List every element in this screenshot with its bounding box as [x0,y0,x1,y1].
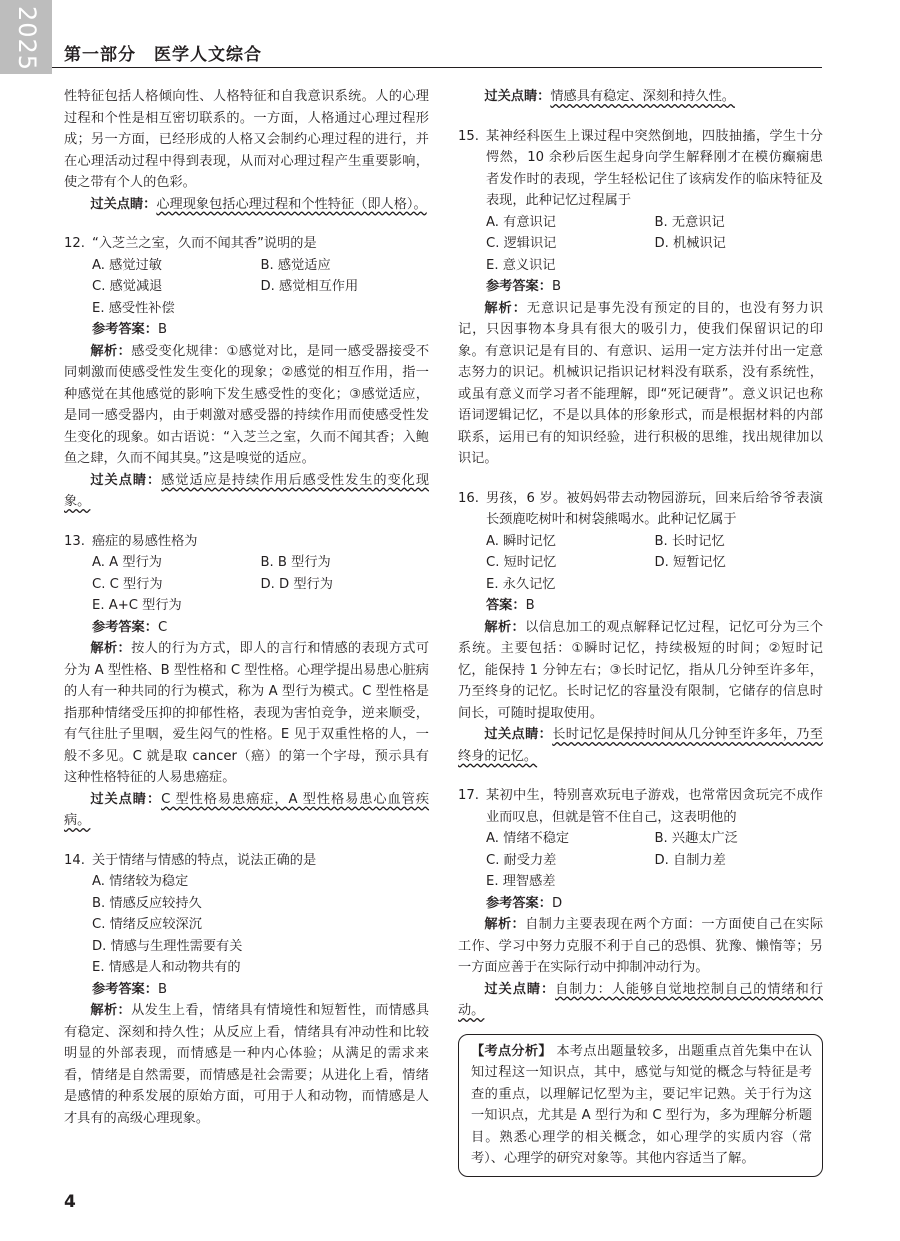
analysis-text: 以信息加工的观点解释记忆过程，记忆可分为三个系统。主要包括：①瞬时记忆，持续极短的时间；②短时记忆，能保持 1 分钟左右；③长时记忆，指从几分钟至许多年，乃至终身的记忆。长时记忆的容量没有限制，它储存的信息时间长，可随时提取使用。 [458,619,824,721]
answer-value: B [525,598,535,613]
option-b: B. 兴趣太广泛 [654,831,738,846]
point-label: 过关点睛： [90,791,162,807]
option-d: D. 自制力差 [654,852,726,868]
analysis-label: 解析： [90,343,132,359]
option-c: C. 短时记忆 [486,555,557,570]
options [64,552,429,617]
left-column [64,86,429,1129]
option-e: E. 理智感差 [486,874,556,889]
point-label: 过关点睛： [90,472,162,488]
option-e: E. 永久记忆 [486,576,556,592]
point-label: 过关点睛： [484,981,556,997]
option-e: E. A+C 型行为 [92,598,182,613]
point-label: 过关点睛： [484,727,553,742]
answer-value: B [551,279,561,294]
question-number: 14. [64,852,85,868]
question-16 [458,488,823,768]
analysis-text: 感受变化规律：①感觉对比，是同一感受器接受不同刺激而使感受性发生变化的现象；②感觉的相互作用，指一种感觉在其他感觉的影响下发生感受性的变化；③感觉适应，是同一感受器内，由于刺激对感受器的持续作用而使感受性发生变化的现象。如古语说：“入芝兰之室，久而不闻其香；入鲍鱼之肆，久而不闻其臭。”这是嗅觉的适应。 [64,343,430,466]
answer [458,595,823,617]
option-a: A. 情绪不稳定 [486,831,570,846]
analysis-text: 自制力主要表现在两个方面：一方面使自己在实际工作、学习中努力克服不利于自己的恐惧、犹豫、懒惰等；另一方面应善于在实际行动中抑制冲动行为。 [458,917,824,975]
option-a: A. 情绪较为稳定 [92,874,189,889]
point-label: 过关点睛： [90,196,157,212]
answer-label: 参考答案： [92,619,158,635]
intro-paragraph: 性特征包括人格倾向性、人格特征和自我意识系统。人的心理过程和个性是相互密切联系的。一方面，人格通过心理过程形成；另一方面，已经形成的人格又会制约心理过程的进行，并在心理活动过程中得到表现，从而对心理过程产生重要影响，使之带有个人的色彩。 [64,89,429,190]
summary-text: 本考点出题量较多，出题重点首先集中在认知过程这一知识点，其中，感觉与知觉的概念与特征是考查的重点，以理解记忆型为主，要记牢记熟。关于行为这一知识点，尤其是 A 型行为和 C 型行为，多为理解分析题目。熟悉心理学的相关概念，如心理学的实质内容（常考）、心理学的研究对象等。其他内容适当了解。 [471,1043,813,1166]
question-stem: 某神经科医生上课过程中突然倒地，四肢抽搐，学生十分愕然，10 余秒后医生起身向学生解释刚才在模仿癫痫患者发作时的表现，学生轻松记住了该病发作的临床特征及表现，此种记忆过程属于 [486,128,823,208]
option-b: B. B 型行为 [260,555,331,570]
question-number: 15. [458,128,479,144]
analysis-label: 解析： [90,1003,132,1018]
analysis [458,298,823,470]
intro-point [64,194,429,216]
question-17 [458,785,823,1022]
option-d: D. 机械识记 [654,236,726,251]
question-stem: “入芝兰之室，久而不闻其香”说明的是 [92,236,317,251]
answer-label: 答案： [486,598,526,613]
analysis-label: 解析： [484,300,527,316]
options [64,255,429,320]
analysis-text: 从发生上看，情绪具有情境性和短暂性，而情感具有稳定、深刻和持久性；从反应上看，情绪具有冲动性和比较明显的外部表现，而情感是一种内心体验；从满足的需求来看，情绪是自然需要，而情感是社会需要；从进化上看，情绪是感情的种系发展的原始方面，可用于人和动物，而情感是人才具有的高级心理现象。 [64,1003,430,1126]
question-stem: 关于情绪与情感的特点，说法正确的是 [92,852,317,868]
option-d: D. 情感与生理性需要有关 [92,938,243,954]
question-number: 16. [458,490,479,506]
analysis-text: 无意识记是事先没有预定的目的，也没有努力识记，只因事物本身具有很大的吸引力，使我们保留识记的印象。有意识记是有目的、有意识、运用一定方法并付出一定意志努力的识记。机械识记指识记材料没有联系，没有系统性，或虽有意义而学习者不能理解，即“死记硬背”。意义识记也称语词逻辑记忆，不是以具体的形象形式，而是根据材料的内部联系，运用已有的知识经验，进行积极的思维，找出规律加以识记。 [458,300,824,466]
question-number: 13. [64,533,85,549]
option-e: E. 意义识记 [486,257,556,273]
analysis [64,1000,429,1129]
option-c: C. 逻辑识记 [486,236,557,251]
question-stem: 男孩，6 岁。被妈妈带去动物园游玩，回来后给爷爷表演长颈鹿吃树叶和树袋熊喝水。此种记忆属于 [486,490,823,527]
q14-key-point [458,86,823,108]
answer-value: B [157,981,167,997]
answer-value: C [157,619,168,635]
analysis-label: 解析： [484,619,526,635]
section-title: 第一部分 医学人文综合 [64,45,262,65]
option-d: D. 短暂记忆 [654,555,726,570]
option-c: C. C 型行为 [92,576,163,592]
answer [64,319,429,341]
option-b: B. 长时记忆 [654,533,725,549]
year-tab [0,0,52,74]
analysis-label: 解析： [484,917,526,932]
options [458,212,823,277]
point-label: 过关点睛： [484,89,551,104]
header-rule [52,67,822,68]
question-14 [64,850,429,1130]
option-e: E. 感受性补偿 [92,300,175,316]
option-c: C. 耐受力差 [486,852,557,868]
analysis [458,914,823,979]
key-point [64,789,429,832]
point-text: 心理现象包括心理过程和个性特征（即人格）。 [156,196,427,212]
answer [64,979,429,1001]
answer [458,276,823,298]
year-label: 2025 [13,6,41,72]
key-point [458,979,823,1022]
option-c: C. 感觉减退 [92,279,163,294]
option-a: A. 感觉过敏 [92,257,162,273]
page-number: 4 [64,1192,76,1212]
analysis-label: 解析： [90,641,132,656]
analysis [64,341,429,470]
answer [458,893,823,915]
question-stem: 某初中生，特别喜欢玩电子游戏，也常常因贪玩完不成作业而叹息，但就是管不住自己，这表明他的 [486,788,823,825]
options [458,531,823,596]
option-a: A. 瞬时记忆 [486,533,556,549]
option-a: A. 有意识记 [486,214,556,230]
question-number: 12. [64,236,85,251]
answer-label: 参考答案： [486,895,552,911]
analysis [64,638,429,789]
key-point [64,470,429,513]
options [64,871,429,979]
answer-value: B [157,322,167,337]
option-b: B. 情感反应较持久 [92,895,202,911]
question-15 [458,126,823,470]
key-point [458,724,823,767]
answer [64,617,429,639]
answer-label: 参考答案： [486,279,552,294]
option-d: D. D 型行为 [260,576,333,592]
point-text: 长时记忆是保持时间从几分钟至许多年，乃至终身的记忆。 [458,727,823,764]
option-b: B. 无意识记 [654,214,725,230]
answer-value: D [551,895,563,911]
point-text: 感觉适应是持续作用后感受性发生的变化现象。 [64,472,430,509]
analysis-text: 按人的行为方式，即人的言行和情感的表现方式可分为 A 型性格、B 型性格和 C 型性格。心理学提出易患心脏病的人有一种共同的行为模式，称为 A 型行为模式。C 型性格是指那种情绪受压抑的抑郁性格，表现为害怕竞争，逆来顺受，有气往肚子里咽，爱生闷气的性格。E 见于双重性格的人，一般不多见。C 就是取 cancer（癌）的第一个字母，预示具有这种性格特征的人易患癌症。 [64,641,430,785]
point-text: C 型性格易患癌症，A 型性格易患心血管疾病。 [64,791,430,828]
option-a: A. A 型行为 [92,555,162,570]
point-text: 自制力：人能够自觉地控制自己的情绪和行动。 [458,981,824,1018]
option-d: D. 感觉相互作用 [260,279,359,294]
answer-label: 参考答案： [92,322,158,337]
point-text: 情感具有稳定、深刻和持久性。 [550,89,735,104]
analysis [458,617,823,725]
question-13 [64,531,429,832]
question-stem: 癌症的易感性格为 [92,533,198,549]
option-b: B. 感觉适应 [260,257,331,273]
answer-label: 参考答案： [92,981,158,997]
option-c: C. 情绪反应较深沉 [92,917,202,932]
right-column [458,86,823,1177]
exam-point-analysis-box [458,1034,823,1177]
options [458,828,823,893]
question-number: 17. [458,788,479,803]
question-12 [64,233,429,513]
summary-title: 【考点分析】 [471,1043,552,1059]
option-e: E. 情感是人和动物共有的 [92,960,241,975]
